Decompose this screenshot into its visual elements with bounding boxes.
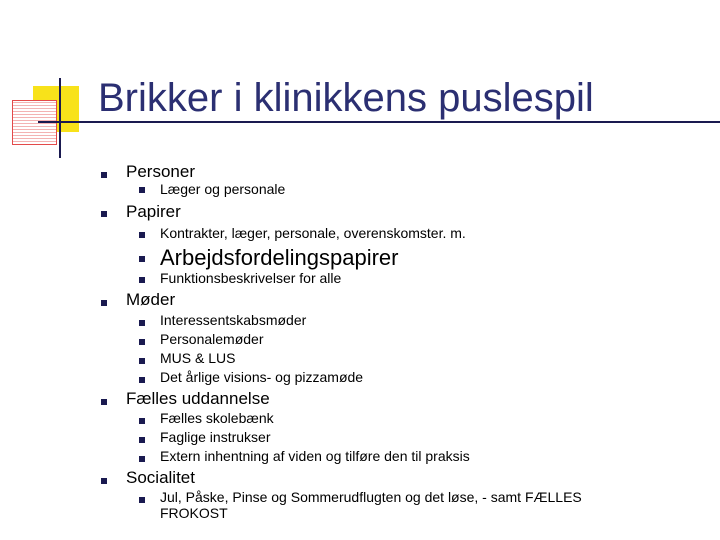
bullet-level2 [139,320,145,326]
decor-vertical-line [59,78,61,158]
item-socialitet: Socialitet [126,468,195,487]
title-underline [38,121,720,123]
bullet-level2 [139,418,145,424]
bullet-level1 [101,172,107,178]
bullet-level1 [101,300,107,306]
subitem: Fælles skolebænk [160,410,274,426]
subitem: Interessentskabsmøder [160,312,307,328]
bullet-level2 [139,497,145,503]
bullet-level2 [139,256,145,262]
bullet-level1 [101,478,107,484]
bullet-level2 [139,377,145,383]
slide-title: Brikker i klinikkens puslespil [98,76,594,120]
bullet-level2 [139,437,145,443]
subitem: Faglige instrukser [160,429,271,445]
subitem: Personalemøder [160,331,264,347]
bullet-level1 [101,211,107,217]
bullet-level2 [139,339,145,345]
bullet-level2 [139,277,145,283]
item-faelles-uddannelse: Fælles uddannelse [126,389,270,408]
subitem: Jul, Påske, Pinse og Sommerudflugten og det løse, - samt FÆLLES FROKOST [160,489,582,521]
bullet-level2 [139,232,145,238]
item-personer: Personer [126,162,195,181]
item-moeder: Møder [126,290,176,309]
bullet-level2 [139,187,145,193]
subitem: Læger og personale [160,181,286,197]
item-papirer: Papirer [126,202,181,221]
subitem: Det årlige visions- og pizzamøde [160,369,364,385]
subitem: MUS & LUS [160,350,236,366]
subitem-highlight: Arbejdsfordelingspapirer [160,245,399,270]
bullet-level2 [139,358,145,364]
subitem: Kontrakter, læger, personale, overenskomster. m. [160,225,466,241]
bullet-level2 [139,456,145,462]
bullet-level1 [101,399,107,405]
subitem: Extern inhentning af viden og tilføre den til praksis [160,448,470,464]
subitem: Funktionsbeskrivelser for alle [160,270,342,286]
